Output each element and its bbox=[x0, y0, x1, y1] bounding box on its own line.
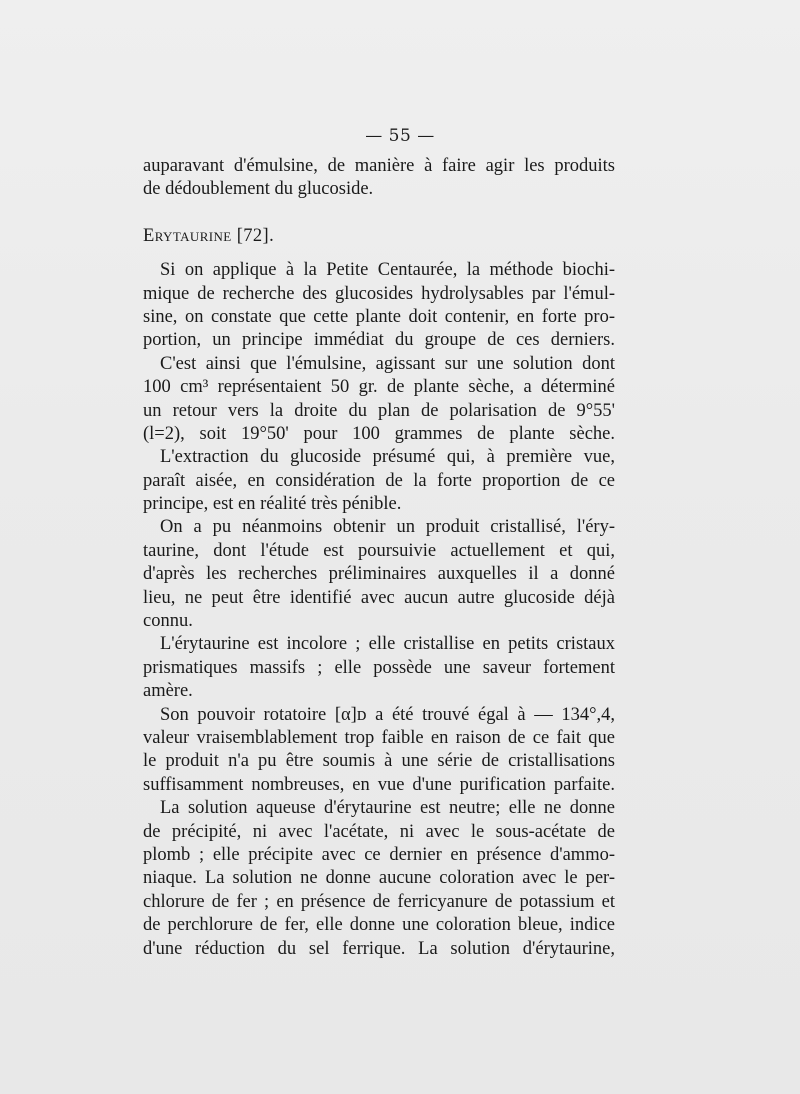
paragraph-line: le produit n'a pu être soumis à une série de cristallisations bbox=[143, 751, 615, 772]
paragraph-line: suffisamment nombreuses, en vue d'une purification parfaite. bbox=[143, 774, 615, 795]
paragraph-line: L'érytaurine est incolore ; elle cristallise en petits cristaux bbox=[160, 634, 615, 655]
paragraph-line: amère. bbox=[143, 681, 193, 702]
section-heading-title: Erytaurine bbox=[143, 225, 232, 246]
paragraph-line: (l=2), soit 19°50' pour 100 grammes de plante sèche. bbox=[143, 423, 615, 444]
paragraph-line: On a pu néanmoins obtenir un produit cristallisé, l'éry- bbox=[160, 517, 615, 538]
paragraph-line: sine, on constate que cette plante doit contenir, en forte pro- bbox=[143, 306, 615, 327]
paragraph-line: Si on applique à la Petite Centaurée, la méthode biochi- bbox=[160, 260, 615, 281]
text-line: de dédoublement du glucoside. bbox=[143, 179, 374, 200]
paragraph-line: valeur vraisemblablement trop faible en raison de ce fait que bbox=[143, 727, 615, 748]
paragraph-line: principe, est en réalité très pénible. bbox=[143, 494, 402, 515]
paragraph-line: lieu, ne peut être identifié avec aucun autre glucoside déjà bbox=[143, 587, 615, 608]
paragraph-line: de précipité, ni avec l'acétate, ni avec le sous-acétate de bbox=[143, 821, 615, 842]
paragraph-line: paraît aisée, en considération de la forte proportion de ce bbox=[143, 470, 615, 491]
section-heading-ref: [72]. bbox=[236, 225, 275, 246]
section-heading bbox=[143, 225, 615, 248]
paragraph-line: C'est ainsi que l'émulsine, agissant sur une solution dont bbox=[160, 353, 615, 374]
paragraph-line: chlorure de fer ; en présence de ferricyanure de potassium et bbox=[143, 891, 615, 912]
paragraph-line: mique de recherche des glucosides hydrolysables par l'émul- bbox=[143, 283, 615, 304]
paragraph-line: un retour vers la droite du plan de polarisation de 9°55' bbox=[143, 400, 615, 421]
paragraph-line: L'extraction du glucoside présumé qui, à première vue, bbox=[160, 447, 615, 468]
paragraph-line: prismatiques massifs ; elle possède une saveur fortement bbox=[143, 657, 615, 678]
paragraph-line: de perchlorure de fer, elle donne une coloration bleue, indice bbox=[143, 915, 615, 936]
paragraph-line: Son pouvoir rotatoire [α]ᴅ a été trouvé égal à — 134°,4, bbox=[160, 704, 615, 725]
paragraph-line: La solution aqueuse d'érytaurine est neutre; elle ne donne bbox=[160, 798, 615, 819]
paragraph-line: taurine, dont l'étude est poursuivie actuellement et qui, bbox=[143, 540, 615, 561]
body-text bbox=[143, 155, 615, 961]
paragraph-line: plomb ; elle précipite avec ce dernier en présence d'ammo- bbox=[143, 844, 615, 865]
paragraph-line: connu. bbox=[143, 611, 193, 632]
paragraph-line: d'après les recherches préliminaires auxquelles il a donné bbox=[143, 564, 615, 585]
paragraph-line: d'une réduction du sel ferrique. La solution d'érytaurine, bbox=[143, 938, 615, 959]
paragraph-line: 100 cm³ représentaient 50 gr. de plante sèche, a déterminé bbox=[143, 377, 615, 398]
paragraph-line: niaque. La solution ne donne aucune coloration avec le per- bbox=[143, 868, 615, 889]
text-line: auparavant d'émulsine, de manière à faire agir les produits bbox=[143, 156, 615, 176]
page-number: — 55 — bbox=[365, 126, 435, 146]
paragraph-line: portion, un principe immédiat du groupe de ces derniers. bbox=[143, 330, 615, 351]
